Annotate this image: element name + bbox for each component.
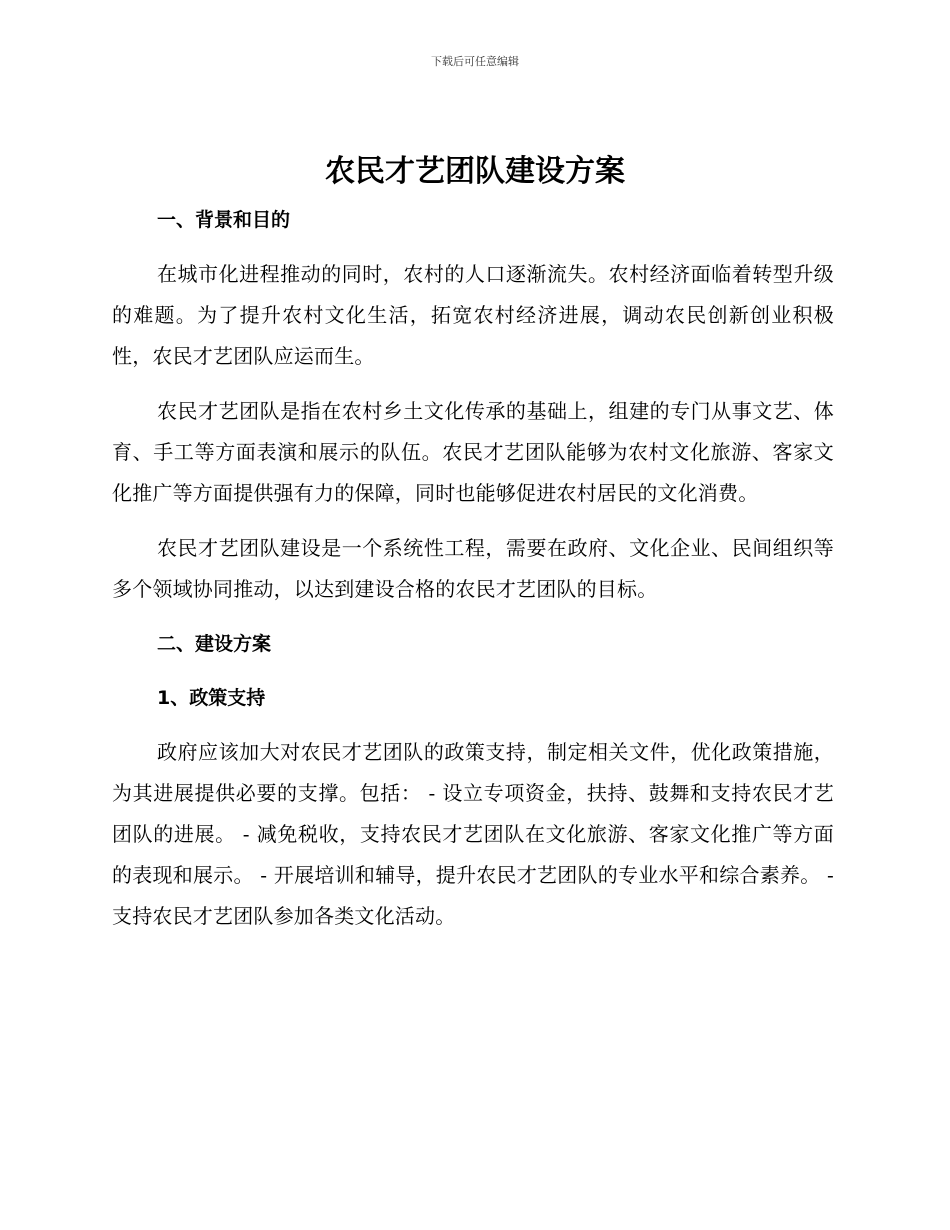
document-body xyxy=(112,200,834,937)
paragraph: 政府应该加大对农民才艺团队的政策支持，制定相关文件，优化政策措施，为其进展提供必要的支撑。包括： - 设立专项资金，扶持、鼓舞和支持农民才艺团队的进展。 - 减免税收，支持农民才艺团队在文化旅游、客家文化推广等方面的表现和展示。 - 开展培训和辅导，提升农民才艺团队的专业水平和综合素养。 - 支持农民才艺团队参加各类文化活动。 xyxy=(112,740,834,928)
paragraph: 在城市化进程推动的同时，农村的人口逐渐流失。农村经济面临着转型升级的难题。为了提升农村文化生活，拓宽农村经济进展，调动农民创新创业积极性，农民才艺团队应运而生。 xyxy=(112,262,834,368)
document-title: 农民才艺团队建设方案 xyxy=(325,154,625,189)
header-note: 下载后可任意编辑 xyxy=(431,55,519,68)
paragraph: 农民才艺团队是指在农村乡土文化传承的基础上，组建的专门从事文艺、体育、手工等方面表演和展示的队伍。农民才艺团队能够为农村文化旅游、客家文化推广等方面提供强有力的保障，同时也能够促进农村居民的文化消费。 xyxy=(112,399,834,505)
section-heading-plan: 二、建设方案 xyxy=(157,633,272,655)
section-heading-background: 一、背景和目的 xyxy=(157,209,291,231)
subsection-heading-policy: 1、政策支持 xyxy=(157,687,266,709)
paragraph: 农民才艺团队建设是一个系统性工程，需要在政府、文化企业、民间组织等多个领域协同推动，以达到建设合格的农民才艺团队的目标。 xyxy=(112,536,834,601)
